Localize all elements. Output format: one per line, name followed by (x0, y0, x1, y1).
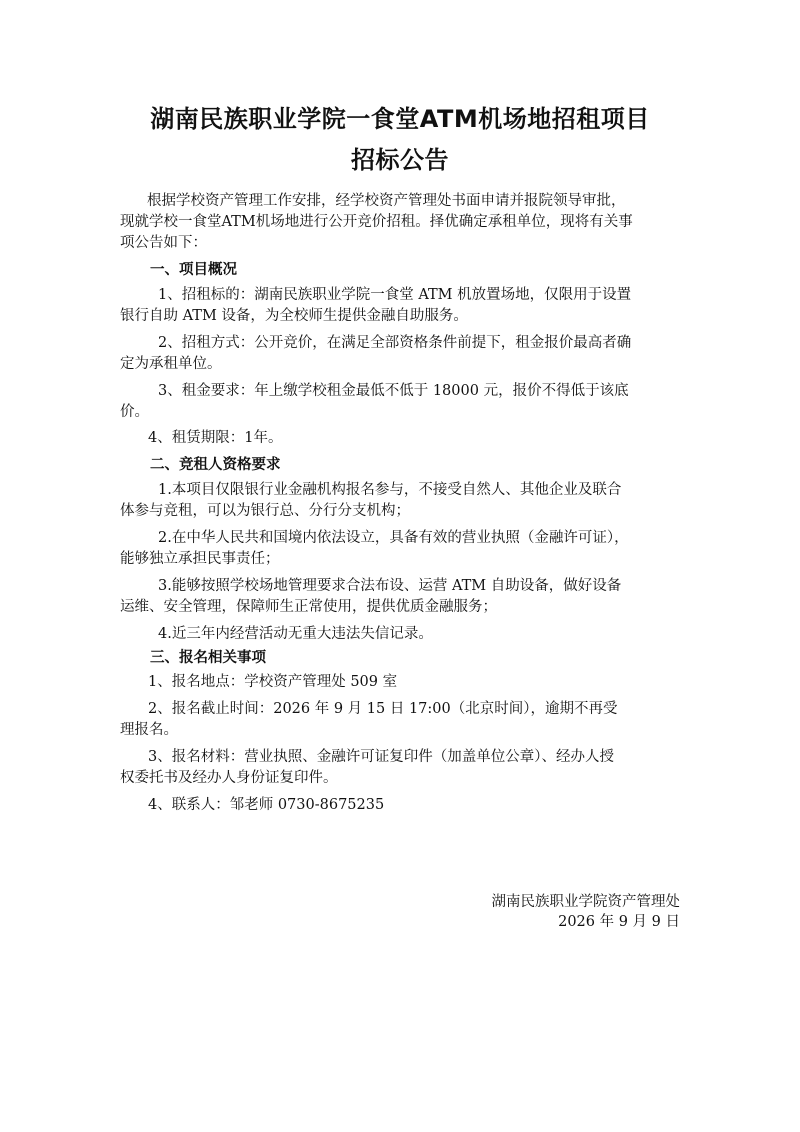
section-2-item-1-line-1: 1.本项目仅限银行业金融机构报名参与，不接受自然人、其他企业及联合 (158, 482, 622, 498)
section-3-item-2-line-1: 2、报名截止时间：2026 年 9 月 15 日 17:00（北京时间），逾期不再受 (148, 701, 618, 717)
section-3-item-1-line-1: 1、报名地点：学校资产管理处 509 室 (148, 674, 398, 690)
section-1-item-1-line-1: 1、招租标的：湖南民族职业学院一食堂 ATM 机放置场地，仅限用于设置 (158, 287, 632, 303)
section-2-item-2-line-1: 2.在中华人民共和国境内依法设立，具备有效的营业执照（金融许可证）， (158, 530, 629, 546)
signature-org: 湖南民族职业学院资产管理处 (491, 894, 680, 910)
section-3-item-2-line-2: 理报名。 (120, 722, 178, 738)
section-2-item-1-line-2: 体参与竞租，可以为银行总、分行分支机构； (120, 503, 410, 519)
section-1-item-3-line-2: 价。 (120, 404, 149, 420)
section-2-item-4-line-1: 4.近三年内经营活动无重大违法失信记录。 (158, 626, 433, 642)
section-1-item-2-line-2: 定为承租单位。 (120, 356, 222, 372)
section-2-item-2-line-2: 能够独立承担民事责任； (120, 551, 280, 567)
section-1-item-2-line-1: 2、招租方式：公开竞价，在满足全部资格条件前提下，租金报价最高者确 (158, 335, 632, 351)
title-line-1: 湖南民族职业学院一食堂ATM机场地招租项目 (150, 105, 650, 133)
section-2-item-3-line-2: 运维、安全管理，保障师生正常使用，提供优质金融服务； (120, 599, 497, 615)
signature-date: 2026 年 9 月 9 日 (558, 914, 680, 930)
section-2-item-3-line-1: 3.能够按照学校场地管理要求合法布设、运营 ATM 自助设备，做好设备 (158, 578, 622, 594)
intro-line-2: 现就学校一食堂ATM机场地进行公开竞价招租。择优确定承租单位，现将有关事 (120, 214, 633, 230)
intro-line-1: 根据学校资产管理工作安排，经学校资产管理处书面申请并报院领导审批， (147, 193, 626, 209)
section-1-item-1-line-2: 银行自助 ATM 设备，为全校师生提供金融自助服务。 (120, 308, 468, 324)
section-3-item-3-line-2: 权委托书及经办人身份证复印件。 (120, 770, 338, 786)
title-line-2: 招标公告 (351, 146, 449, 174)
section-3-item-4-line-1: 4、联系人：邹老师 0730-8675235 (148, 797, 385, 813)
section-1-heading: 一、项目概况 (150, 262, 237, 278)
section-2-heading: 二、竞租人资格要求 (150, 457, 281, 473)
section-1-item-3-line-1: 3、租金要求：年上缴学校租金最低不低于 18000 元，报价不得低于该底 (158, 383, 629, 399)
intro-line-3: 项公告如下： (120, 235, 207, 251)
section-1-item-4-line-1: 4、租赁期限：1年。 (148, 430, 283, 446)
section-3-heading: 三、报名相关事项 (150, 650, 266, 666)
section-3-item-3-line-1: 3、报名材料：营业执照、金融许可证复印件（加盖单位公章）、经办人授 (148, 749, 614, 765)
